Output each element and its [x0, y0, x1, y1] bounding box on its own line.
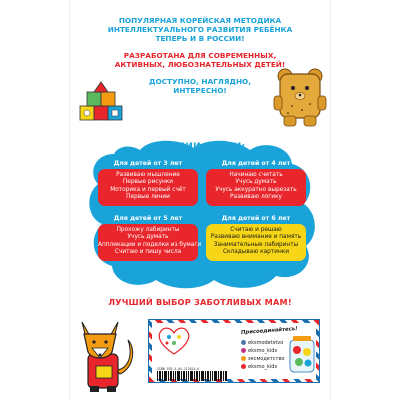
list-item: Считаю и решаю	[230, 227, 282, 233]
teddy-bear-illustration	[272, 66, 328, 128]
cyan-tagline-line-1: ДОСТУПНО, НАГЛЯДНО,	[148, 77, 252, 86]
tagline-line-1: ПОПУЛЯРНАЯ КОРЕЙСКАЯ МЕТОДИКА	[118, 16, 282, 25]
bottom-slogan: ЛУЧШИЙ ВЫБОР ЗАБОТЛИВЫХ МАМ!	[108, 297, 292, 307]
toys-jar-illustration	[287, 334, 317, 374]
series-title: В СЕРИИ КНИГИ:	[154, 142, 246, 152]
list-item: Развиваю внимание и память	[210, 234, 302, 241]
red-tagline-line-2: АКТИВНЫХ, ЛЮБОЗНАТЕЛЬНЫХ ДЕТЕЙ!	[114, 60, 286, 69]
group-box-age-5	[98, 224, 202, 261]
list-item: Аппликации и поделки из бумаги	[98, 241, 202, 248]
group-box-age-4	[206, 169, 306, 206]
list-item: Моторика и первый счёт	[110, 186, 186, 193]
group-heading-age-4: Для детей от 4 лет	[221, 160, 291, 167]
join-us-label: Присоединяйтесь!	[240, 326, 298, 336]
toy-blocks-illustration	[78, 80, 126, 124]
cyan-tagline-line-2: ИНТЕРЕСНО!	[173, 86, 227, 95]
instagram-icon	[241, 348, 246, 353]
list-item: Прохожу лабиринты	[116, 227, 180, 233]
group-box-age-3	[98, 169, 198, 206]
isbn-number: ISBN 978-5-04-112814-6	[157, 367, 200, 371]
youtube-icon	[241, 364, 246, 369]
list-item: Развиваю логику	[229, 194, 282, 201]
list-item: Учусь думать	[127, 234, 169, 241]
list-item: Учусь аккуратно вырезать	[215, 186, 297, 193]
tagline-line-3: ТЕПЕРЬ И В РОССИИ!	[155, 34, 245, 43]
list-item: Первые линии	[126, 194, 170, 201]
list-item: Развиваю мышление	[116, 172, 180, 178]
fox-illustration	[74, 318, 136, 394]
group-box-age-6	[206, 224, 306, 261]
postcard-info-block	[148, 319, 320, 383]
list-item: Занимательные лабиринты	[213, 241, 299, 248]
tagline-line-2: ИНТЕЛЛЕКТУАЛЬНОГО РАЗВИТИЯ РЕБЁНКА	[107, 25, 293, 34]
social-link-ok[interactable]: эксмодетство	[241, 356, 284, 362]
group-heading-age-5: Для детей от 5 лет	[113, 215, 183, 222]
series-cloud-background	[84, 134, 316, 290]
group-heading-age-6: Для детей от 6 лет	[221, 215, 291, 222]
book-back-cover	[70, 0, 330, 400]
list-item: Первые рисунки	[122, 179, 174, 186]
heart-stamp-icon	[157, 326, 191, 356]
group-heading-age-3: Для детей от 3 лет	[113, 160, 183, 167]
red-tagline-line-1: РАЗРАБОТАНА ДЛЯ СОВРЕМЕННЫХ,	[123, 51, 277, 60]
social-link-vk[interactable]: eksmodetstvo	[241, 340, 283, 346]
barcode-icon	[157, 371, 229, 381]
vk-icon	[241, 340, 246, 345]
list-item: Учусь думать	[235, 179, 277, 186]
ok-icon	[241, 356, 246, 361]
social-link-youtube[interactable]: eksmo_kids	[241, 364, 277, 370]
list-item: Считаю и пишу числа	[114, 249, 182, 256]
list-item: Складываю картинки	[222, 249, 290, 256]
list-item: Начинаю считать	[229, 172, 283, 178]
social-link-instagram[interactable]: eksmo_kids	[241, 348, 277, 354]
